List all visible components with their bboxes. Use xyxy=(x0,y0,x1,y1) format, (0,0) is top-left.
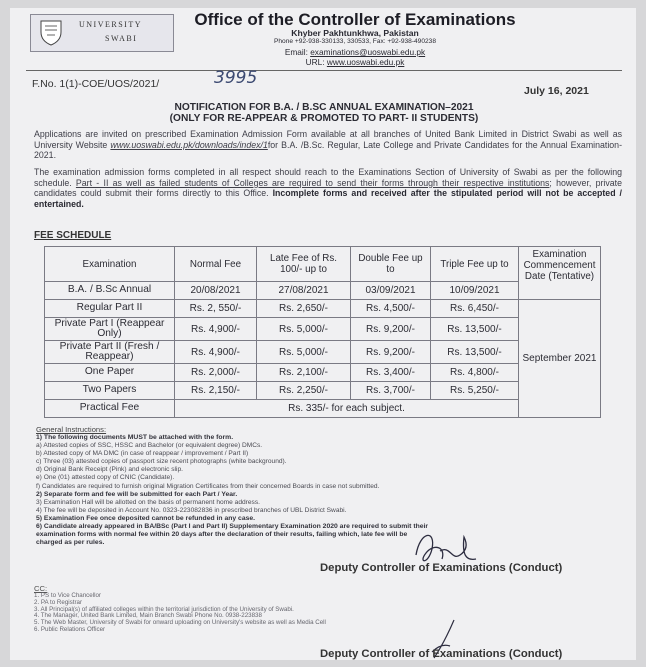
instruction-line: c) Three (03) attested copies of passport size recent photographs (white background). xyxy=(36,458,287,466)
table-cell: 20/08/2021 xyxy=(175,282,257,300)
instruction-line: 4) The fee will be deposited in Account No. 0323-223082836 in prescribed branches of UBL District Swabi. xyxy=(36,506,347,514)
instruction-line: f) Candidates are required to furnish original Migration Certificates from their concerned Boards in case not submitted. xyxy=(36,482,380,490)
instruction-line: 6) Candidate already appeared in BA/BSc (Part I and Part II) Supplementary Examination 2020 are required to submit their xyxy=(36,523,429,531)
table-row xyxy=(45,318,601,341)
header-divider xyxy=(26,70,622,71)
url-link[interactable]: www.uoswabi.edu.pk xyxy=(326,57,405,67)
row-label: Private Part I (Reappear Only) xyxy=(45,318,175,341)
instruction-line: examination forms with normal fee within 20 days after the declaration of their results, failing which, late fee will be xyxy=(36,531,408,539)
table-cell: Rs. 5,000/- xyxy=(257,318,351,341)
table-row xyxy=(45,400,601,418)
cc-item: 1. PS to Vice Chancellor xyxy=(34,592,101,599)
email-link[interactable]: examinations@uoswabi.edu.pk xyxy=(310,47,426,57)
row-label: Practical Fee xyxy=(45,400,175,418)
table-cell: Rs. 6,450/- xyxy=(431,300,519,318)
row-label: Regular Part II xyxy=(45,300,175,318)
paragraph-text: for B.A. /B.Sc. Regular, Late College and Private Candidates for the Annual Examination-2021. xyxy=(34,139,623,161)
table-cell: Rs. 2,100/- xyxy=(257,364,351,382)
table-cell: Rs. 9,200/- xyxy=(351,318,431,341)
instruction-line: 5) Examination Fee once deposited cannot be refunded in any case. xyxy=(36,514,256,522)
office-email xyxy=(190,47,520,57)
cc-item: 6. Public Relations Officer xyxy=(34,625,106,633)
table-cell: Rs. 2,150/- xyxy=(175,382,257,400)
office-title: Office of the Controller of Examinations xyxy=(194,10,516,29)
instruction-line: charged as per rules. xyxy=(36,539,105,547)
table-cell: Rs. 2, 550/- xyxy=(175,300,257,318)
cc-item: 4. The Manager, United Bank Limited, Main Branch Swabi Phone No. 0938-223838 xyxy=(34,612,262,620)
email-label: Email: xyxy=(284,47,311,57)
table-cell: 27/08/2021 xyxy=(257,282,351,300)
table-cell: 10/09/2021 xyxy=(431,282,519,300)
cc-item: 5. The Web Master, University of Swabi for onward uploading on University's website as well as Media Cell xyxy=(34,619,326,627)
column-header: Triple Fee up to xyxy=(431,247,519,282)
deputy-controller-signature-block: Deputy Controller of Examinations (Conduct) xyxy=(320,562,563,574)
table-cell: Rs. 2,000/- xyxy=(175,364,257,382)
downloads-link[interactable]: www.uoswabi.edu.pk/downloads/index/1 xyxy=(110,139,268,150)
table-cell: Rs. 5,250/- xyxy=(431,382,519,400)
instruction-line: 1) The following documents MUST be attached with the form. xyxy=(36,434,234,441)
fee-schedule-table xyxy=(44,246,601,418)
row-label: Private Part II (Fresh / Reappear) xyxy=(45,341,175,364)
row-label: B.A. / B.Sc Annual xyxy=(45,282,175,300)
file-number: F.No. 1(1)-COE/UOS/2021/ xyxy=(32,78,160,90)
table-cell: Rs. 4,500/- xyxy=(351,300,431,318)
office-phone: Phone +92-938-330133, 330533, Fax: +92-938-490238 xyxy=(273,38,437,45)
cc-item: 2. PA to Registrar xyxy=(34,598,83,606)
instruction-line: a) Attested copies of SSC, HSSC and Bachelor (or equivalent degree) DMCs. xyxy=(36,442,263,450)
instruction-line: 3) Examination Hall will be allotted on the basis of permanent home address. xyxy=(36,498,260,506)
notification-title: NOTIFICATION FOR B.A. / B.SC ANNUAL EXAMINATION–2021 xyxy=(174,102,474,113)
column-header: Double Fee up to xyxy=(351,247,431,282)
table-header-row xyxy=(45,247,601,282)
table-row xyxy=(45,382,601,400)
column-header: Normal Fee xyxy=(175,247,257,282)
commencement-date: September 2021 xyxy=(519,300,601,418)
table-cell: Rs. 9,200/- xyxy=(351,341,431,364)
table-cell: Rs. 4,900/- xyxy=(175,341,257,364)
paragraph-text: Applications are invited on prescribed Examination Admission Form available at all branches of United Bank Limited in District Swabi as well as University Website xyxy=(34,129,622,150)
general-instructions-heading: General Instructions: xyxy=(36,425,107,434)
table-cell: Rs. 3,400/- xyxy=(351,364,431,382)
logo-text-line2: SWABI xyxy=(105,34,138,43)
column-header: Late Fee of Rs. 100/- up to xyxy=(257,247,351,282)
paragraph-text: The examination admission forms completed in all respect should reach to the Examinations Section of University of Swabi as per the following schedule. xyxy=(34,167,622,188)
table-row xyxy=(45,300,601,318)
logo-text-line1: UNIVERSITY xyxy=(79,20,142,29)
instruction-line: d) Original Bank Receipt (Pink) and electronic slip. xyxy=(36,466,183,474)
university-logo xyxy=(30,14,174,52)
row-label: One Paper xyxy=(45,364,175,382)
instruction-line: e) One (01) attested copy of CNIC (Candidate). xyxy=(36,474,175,482)
paragraph-applications xyxy=(34,129,622,161)
table-cell: Rs. 13,500/- xyxy=(431,318,519,341)
practical-fee-cell: Rs. 335/- for each subject. xyxy=(175,400,519,418)
table-row xyxy=(45,341,601,364)
table-cell: Rs. 4,800/- xyxy=(431,364,519,382)
cc-heading: CC: xyxy=(34,584,48,593)
table-cell: 03/09/2021 xyxy=(351,282,431,300)
fee-schedule-heading: FEE SCHEDULE xyxy=(34,230,112,241)
table-row xyxy=(45,282,601,300)
table-cell: Rs. 5,000/- xyxy=(257,341,351,364)
file-number-handwritten: 3995 xyxy=(214,68,258,88)
table-cell: Rs. 4,900/- xyxy=(175,318,257,341)
general-instructions-list xyxy=(36,434,626,547)
table-cell: Rs. 2,250/- xyxy=(257,382,351,400)
paragraph-schedule xyxy=(34,167,622,209)
notification-subtitle: (ONLY FOR RE-APPEAR & PROMOTED TO PART- II STUDENTS) xyxy=(169,113,479,124)
notification-document xyxy=(10,8,636,660)
instruction-line: 2) Separate form and fee will be submitted for each Part / Year. xyxy=(36,490,238,498)
paragraph-text: ; however, private candidates could submit their forms directly to this Office. xyxy=(34,177,622,199)
column-header: Examination Commencement Date (Tentative) xyxy=(519,247,601,300)
notification-date: July 16, 2021 xyxy=(524,85,589,97)
paragraph-underlined-text: Part - II as well as failed students of Colleges are required to send their forms through their respective institutions xyxy=(75,177,550,188)
table-cell: Rs. 2,650/- xyxy=(257,300,351,318)
url-label: URL: xyxy=(305,57,327,67)
office-url xyxy=(190,57,520,67)
deputy-controller-signature-block-cc: Deputy Controller of Examinations (Conduct) xyxy=(320,648,563,660)
instruction-line: b) Attested copy of MA DMC (in case of reappear / improvement / Part II) xyxy=(36,450,249,458)
office-address: Khyber Pakhtunkhwa, Pakistan xyxy=(291,28,419,38)
row-label: Two Papers xyxy=(45,382,175,400)
table-cell: Rs. 3,700/- xyxy=(351,382,431,400)
table-cell: Rs. 13,500/- xyxy=(431,341,519,364)
column-header: Examination xyxy=(45,247,175,282)
shield-emblem-icon xyxy=(37,18,65,46)
table-row xyxy=(45,364,601,382)
paragraph-bold-text: Incomplete forms and received after the stipulated period will not be accepted / entertained. xyxy=(34,188,622,209)
cc-item: 3. All Principal(s) of affiliated colleges within the territorial jurisdiction of the University of Swabi. xyxy=(34,605,294,613)
cc-list xyxy=(34,593,594,634)
